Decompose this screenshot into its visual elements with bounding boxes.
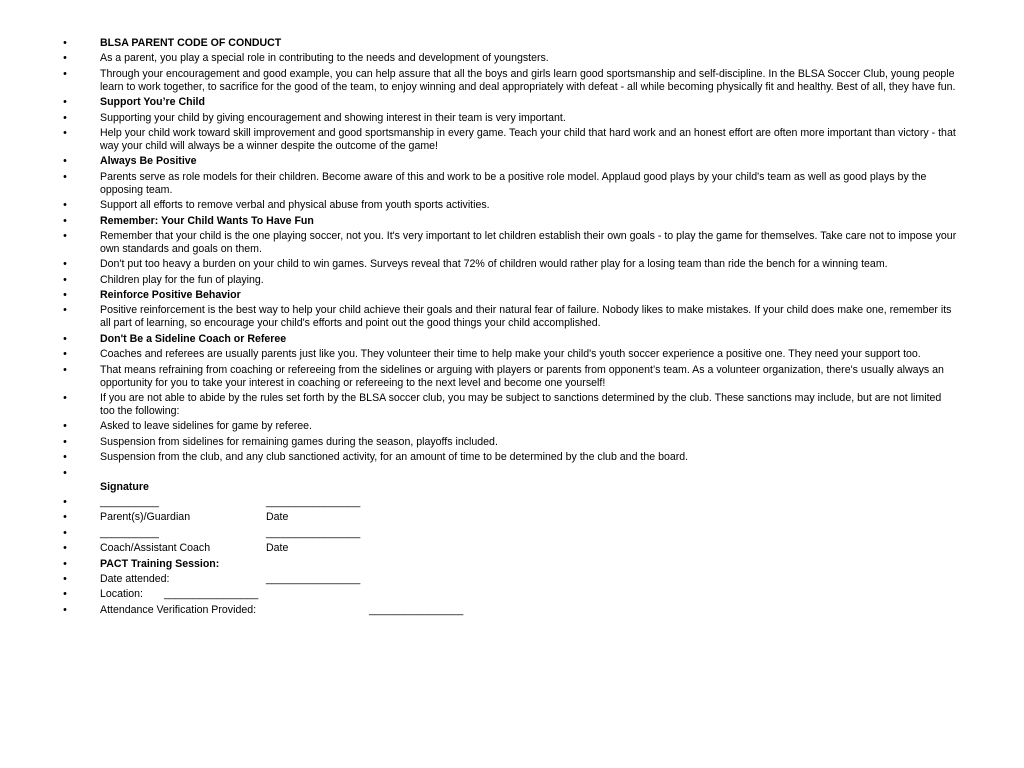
- item-text: Positive reinforcement is the best way to help your child achieve their goals and their natural fear of failure. Nobody likes to make mistakes. If your child does make one, remember its all part of learning, so encourage your child's efforts and point out the good things your child accomplished.: [100, 304, 952, 330]
- item-text: If you are not able to abide by the rules set forth by the BLSA soccer club, you may be subject to sanctions determined by the club. These sanctions may include, but are not limited too the following:: [100, 392, 942, 418]
- section-heading: Remember: Your Child Wants To Have Fun: [100, 214, 314, 227]
- bullet: •: [63, 557, 67, 570]
- list-item: [0, 348, 1024, 361]
- coach-signature-line[interactable]: __________: [100, 526, 159, 539]
- signature-heading: Signature: [100, 480, 149, 493]
- section-heading: Don't Be a Sideline Coach or Referee: [100, 332, 287, 345]
- list-item-coach-labels: [0, 542, 1024, 555]
- item-text: Support all efforts to remove verbal and physical abuse from youth sports activities.: [100, 199, 490, 212]
- bullet: •: [63, 466, 67, 479]
- item-text: Suspension from sidelines for remaining games during the season, playoffs included.: [100, 435, 498, 448]
- bullet: •: [63, 526, 67, 539]
- section-heading-item: [0, 96, 1024, 109]
- bullet: •: [63, 37, 67, 49]
- list-item-location: [0, 588, 1024, 601]
- list-item: [0, 436, 1024, 449]
- bullet: •: [63, 273, 67, 286]
- document-title: BLSA PARENT CODE OF CONDUCT: [100, 37, 282, 49]
- bullet: •: [63, 96, 67, 109]
- section-heading-item: [0, 155, 1024, 168]
- list-item: [0, 171, 1024, 197]
- list-item: [0, 392, 1024, 418]
- list-item-title: [0, 37, 1024, 50]
- section-heading: Reinforce Positive Behavior: [100, 289, 241, 302]
- verification-label: Attendance Verification Provided:: [100, 603, 257, 616]
- coach-date-label: Date: [266, 542, 289, 555]
- location-label: Location:: [100, 588, 143, 601]
- bullet: •: [63, 214, 67, 227]
- date-attended-label: Date attended:: [100, 572, 170, 585]
- bullet: •: [63, 229, 67, 242]
- item-text: Coaches and referees are usually parents just like you. They volunteer their time to help make your child's youth soccer experience a positive one. They need your support too.: [100, 348, 921, 361]
- bullet: •: [63, 451, 67, 464]
- section-heading: Always Be Positive: [100, 155, 197, 168]
- list-item: [0, 274, 1024, 287]
- section-heading: Support You’re Child: [100, 96, 205, 109]
- parent-signature-line[interactable]: __________: [100, 495, 159, 508]
- bullet: •: [63, 304, 67, 317]
- date-attended-line[interactable]: ________________: [266, 572, 361, 585]
- bullet: •: [63, 420, 67, 433]
- bullet: •: [63, 111, 67, 124]
- list-item: [0, 304, 1024, 330]
- list-item: [0, 199, 1024, 212]
- item-text: Suspension from the club, and any club sanctioned activity, for an amount of time to be determined by the club and the board.: [100, 451, 689, 464]
- item-text: Don't put too heavy a burden on your child to win games. Surveys reveal that 72% of children would rather play for a losing team than ride the bench for a winning team.: [100, 258, 888, 271]
- bullet: •: [63, 363, 67, 376]
- list-item: [0, 112, 1024, 125]
- item-text: As a parent, you play a special role in contributing to the needs and development of youngsters.: [100, 52, 549, 65]
- item-text: Remember that your child is the one playing soccer, not you. It's very important to let children establish their own goals - to play the game for themselves. Take care not to impose your own standards and goals on them.: [100, 229, 957, 255]
- conduct-items: [0, 52, 1024, 464]
- list-item: [0, 52, 1024, 65]
- list-item: [0, 68, 1024, 94]
- bullet: •: [63, 258, 67, 271]
- item-text: Help your child work toward skill improvement and good sportsmanship in every game. Teach your child that hard work and an honest effort are often more important than victory - that way your child will always be a winner despite the outcome of the game!: [100, 126, 956, 152]
- bullet: •: [63, 542, 67, 555]
- list-item-parent-lines: [0, 496, 1024, 509]
- list-item: [0, 451, 1024, 464]
- list-item: [0, 420, 1024, 433]
- item-text: Supporting your child by giving encouragement and showing interest in their team is very important.: [100, 111, 566, 124]
- bullet: •: [63, 155, 67, 168]
- bullet: •: [63, 52, 67, 65]
- parent-guardian-label: Parent(s)/Guardian: [100, 511, 191, 524]
- bullet: •: [63, 126, 67, 139]
- list-item-signature-heading: [0, 467, 1024, 494]
- bullet: •: [63, 572, 67, 585]
- bullet: •: [63, 603, 67, 616]
- list-item-date-attended: [0, 573, 1024, 586]
- list-item-verification: [0, 604, 1024, 617]
- list-item: [0, 230, 1024, 256]
- bullet: •: [63, 435, 67, 448]
- list-item-coach-lines: [0, 527, 1024, 540]
- bullet: •: [63, 199, 67, 212]
- item-text: Through your encouragement and good example, you can help assure that all the boys and girls learn good sportsmanship and self-discipline. In the BLSA Soccer Club, young people learn to work together, to sacrifice for the good of the team, to enjoy winning and deal appropriately with defeat - all while becoming physically fit and healthy. Best of all, they have fun.: [100, 67, 956, 93]
- bullet: •: [63, 392, 67, 405]
- parent-date-label: Date: [266, 511, 289, 524]
- item-text: Children play for the fun of playing.: [100, 273, 264, 286]
- code-of-conduct-document: [0, 37, 1024, 619]
- section-heading-item: [0, 289, 1024, 302]
- list-item: [0, 127, 1024, 153]
- section-heading-item: [0, 333, 1024, 346]
- pact-heading: PACT Training Session:: [100, 557, 220, 570]
- bullet: •: [63, 332, 67, 345]
- coach-label: Coach/Assistant Coach: [100, 542, 211, 555]
- item-text: Parents serve as role models for their children. Become aware of this and work to be a positive role model. Applaud good plays by your child's team as well as good plays by the opposing team.: [100, 170, 927, 196]
- bullet: •: [63, 348, 67, 361]
- verification-line[interactable]: ________________: [369, 603, 464, 616]
- bullet: •: [63, 170, 67, 183]
- bullet: •: [63, 289, 67, 302]
- bullet: •: [63, 588, 67, 601]
- section-heading-item: [0, 215, 1024, 228]
- list-item: [0, 258, 1024, 271]
- bullet: •: [63, 67, 67, 80]
- bullet: •: [63, 495, 67, 508]
- list-item-parent-labels: [0, 511, 1024, 524]
- list-item: [0, 364, 1024, 390]
- item-text: Asked to leave sidelines for game by referee.: [100, 420, 312, 433]
- coach-date-line[interactable]: ________________: [266, 526, 361, 539]
- parent-date-line[interactable]: ________________: [266, 495, 361, 508]
- list-item-pact-heading: [0, 558, 1024, 571]
- item-text: That means refraining from coaching or refereeing from the sidelines or arguing with players or parents from opponent’s team. As a volunteer organization, there's usually always an opportunity for you to take your interest in coaching or refereeing to the next level and become one yourself!: [100, 363, 944, 389]
- bullet: •: [63, 511, 67, 524]
- location-line[interactable]: ________________: [164, 588, 259, 601]
